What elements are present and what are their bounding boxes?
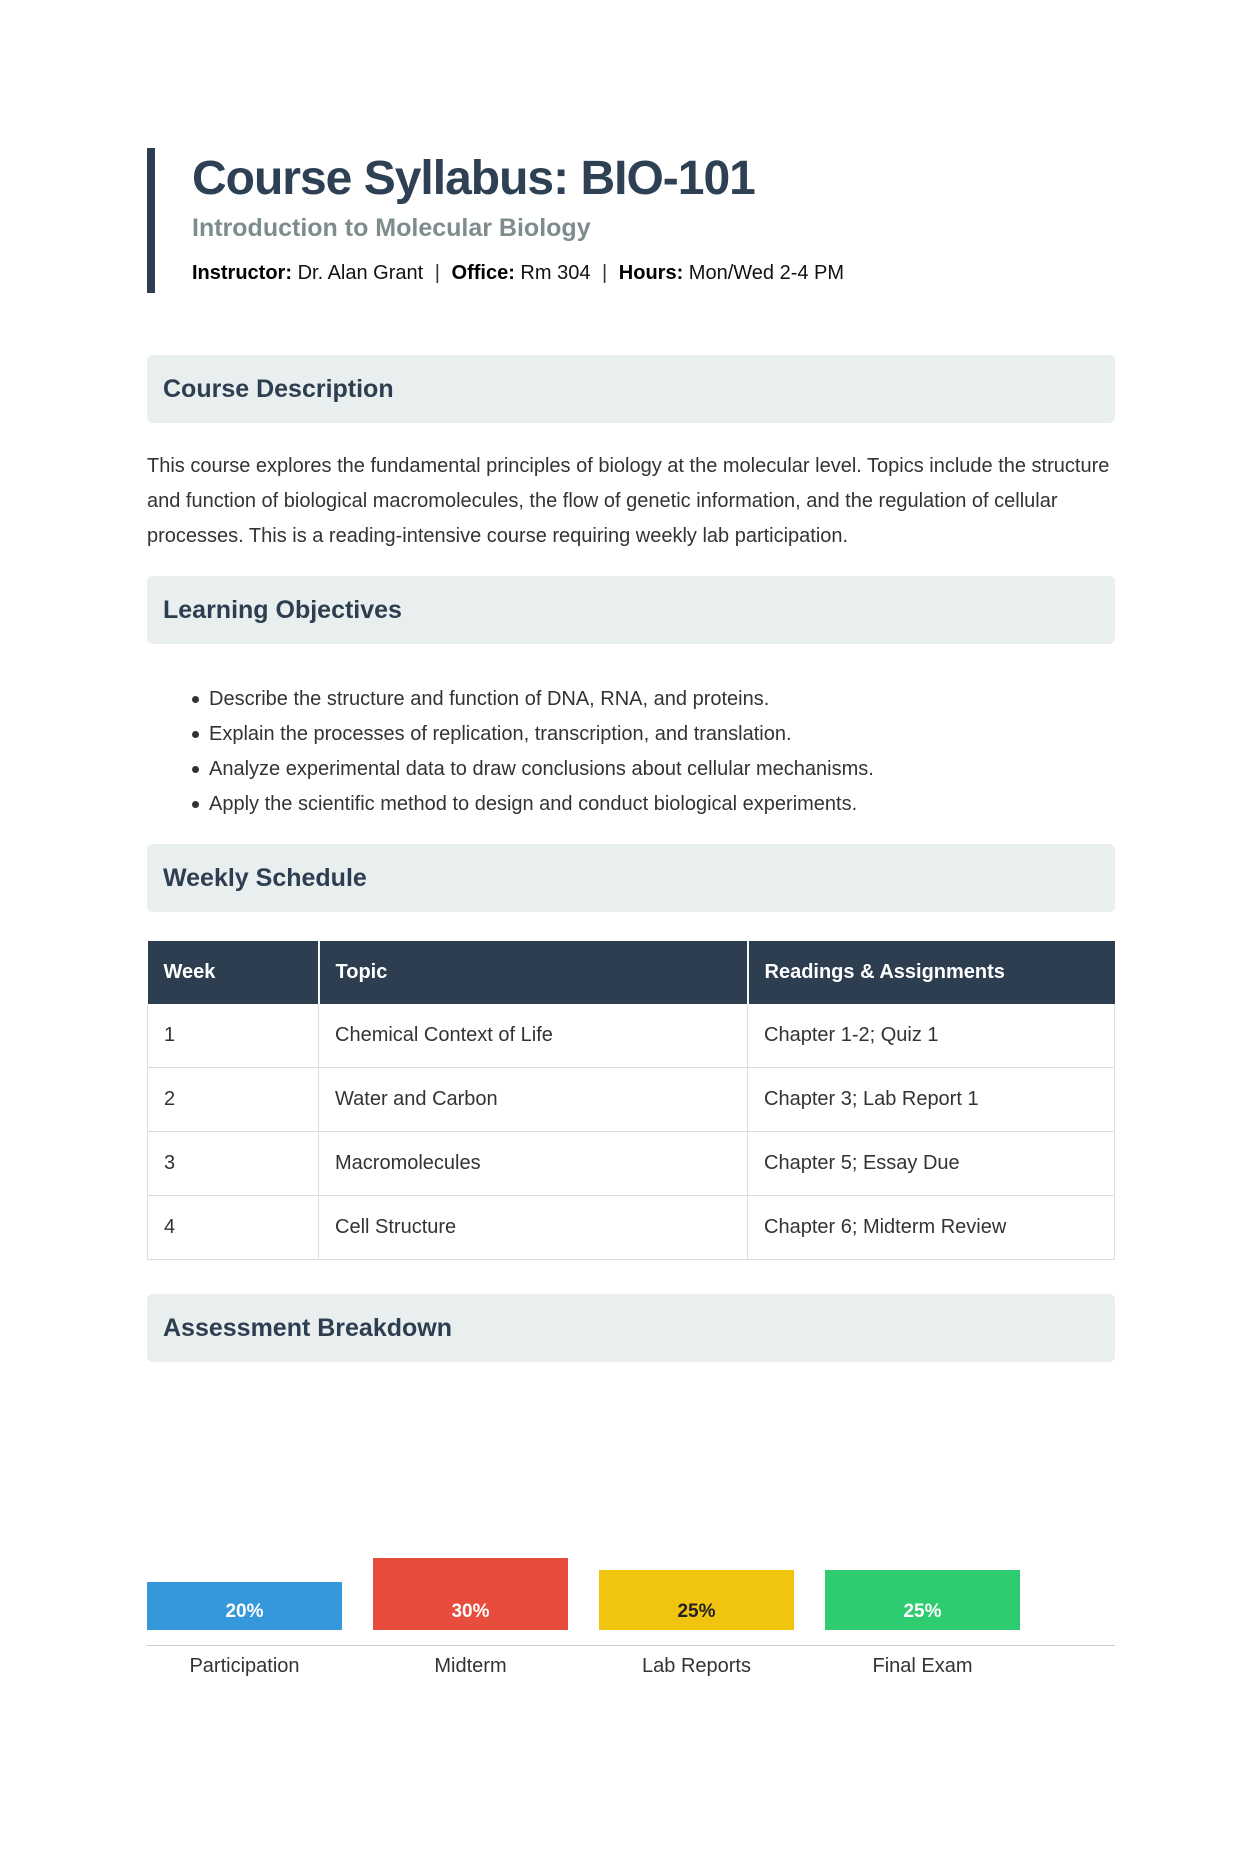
table-header-cell: Readings & Assignments	[748, 941, 1115, 1004]
page-title: Course Syllabus: BIO-101	[192, 152, 755, 205]
page-subtitle: Introduction to Molecular Biology	[192, 214, 591, 242]
chart-category-label: Lab Reports	[642, 1655, 751, 1677]
table-row	[148, 1132, 1115, 1196]
table-cell: 2	[148, 1068, 319, 1132]
hours-label: Hours:	[618, 262, 684, 284]
instructor-value: Dr. Alan Grant	[297, 262, 424, 284]
table-cell: 4	[148, 1196, 319, 1260]
table-cell: Cell Structure	[319, 1196, 748, 1260]
table-cell: Chemical Context of Life	[319, 1004, 748, 1068]
table-cell: Chapter 1-2; Quiz 1	[748, 1004, 1115, 1068]
table-row	[148, 1196, 1115, 1260]
weekly-schedule-table	[147, 941, 1115, 1260]
table-header-cell: Topic	[319, 941, 748, 1004]
chart-axis-line	[147, 1645, 1115, 1646]
table-cell: Chapter 3; Lab Report 1	[748, 1068, 1115, 1132]
chart-bar-midterm	[373, 1558, 568, 1630]
chart-bar-value-label: 25%	[677, 1601, 716, 1622]
table-row	[148, 1004, 1115, 1068]
chart-bar-final-exam	[825, 1570, 1020, 1630]
table-cell: Macromolecules	[319, 1132, 748, 1196]
chart-bar-value-label: 25%	[903, 1601, 942, 1622]
syllabus-page	[147, 0, 1115, 1738]
objective-item: Describe the structure and function of DNA, RNA, and proteins.	[209, 682, 1115, 717]
table-cell: Chapter 5; Essay Due	[748, 1132, 1115, 1196]
chart-category-labels	[147, 1655, 1115, 1738]
chart-category-label: Midterm	[434, 1655, 507, 1677]
section-heading-learning-objectives: Learning Objectives	[147, 576, 1115, 644]
chart-bar-lab-reports	[599, 1570, 794, 1630]
meta-separator: |	[434, 262, 440, 284]
chart-bar-participation	[147, 1582, 342, 1630]
objective-item: Explain the processes of replication, transcription, and translation.	[209, 717, 1115, 752]
schedule-table-body	[148, 1004, 1115, 1260]
table-row	[148, 1068, 1115, 1132]
title-block	[147, 148, 1115, 293]
schedule-table-head	[148, 941, 1115, 1004]
table-cell: Water and Carbon	[319, 1068, 748, 1132]
office-label: Office:	[451, 262, 515, 284]
assessment-bar-chart	[147, 1362, 1115, 1738]
chart-category-label: Participation	[189, 1655, 300, 1677]
chart-bars	[147, 1362, 1115, 1630]
instructor-meta-line	[192, 261, 1115, 285]
table-header-row	[148, 941, 1115, 1004]
chart-category-label: Final Exam	[872, 1655, 973, 1677]
section-heading-course-description: Course Description	[147, 355, 1115, 423]
table-cell: Chapter 6; Midterm Review	[748, 1196, 1115, 1260]
objective-item: Apply the scientific method to design and conduct biological experiments.	[209, 787, 1115, 822]
instructor-label: Instructor:	[192, 262, 292, 284]
section-heading-weekly-schedule: Weekly Schedule	[147, 844, 1115, 912]
section-heading-assessment-breakdown: Assessment Breakdown	[147, 1294, 1115, 1362]
table-cell: 3	[148, 1132, 319, 1196]
chart-bar-value-label: 20%	[225, 1601, 264, 1622]
chart-bar-value-label: 30%	[451, 1601, 490, 1622]
objective-item: Analyze experimental data to draw conclusions about cellular mechanisms.	[209, 752, 1115, 787]
table-header-cell: Week	[148, 941, 319, 1004]
hours-value: Mon/Wed 2-4 PM	[688, 262, 845, 284]
office-value: Rm 304	[520, 262, 591, 284]
table-cell: 1	[148, 1004, 319, 1068]
meta-separator: |	[602, 262, 608, 284]
course-description-text: This course explores the fundamental principles of biology at the molecular level. Topics include the structure and function of biological macromolecules, the flow of genetic information, and the regulation of cellular processes. This is a reading-intensive course requiring weekly lab participation.	[147, 455, 1110, 547]
learning-objectives-list	[147, 682, 1115, 822]
